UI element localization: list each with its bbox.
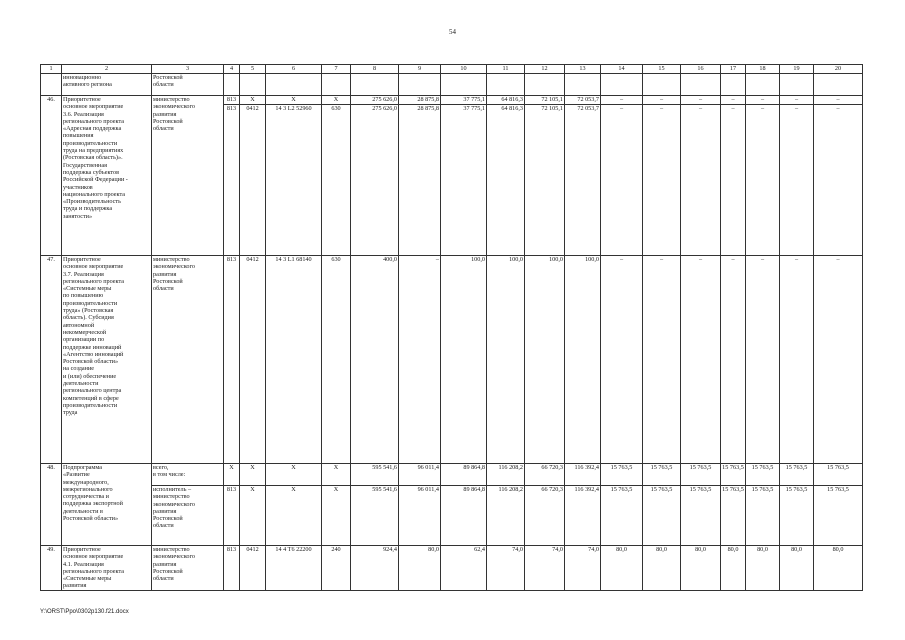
value-cell	[780, 74, 814, 96]
value-cell: –	[814, 256, 863, 464]
value-cell: –	[746, 256, 780, 464]
table-row	[41, 74, 863, 96]
value-cell: –	[601, 256, 643, 464]
executor-cell: исполнитель – министерство экономического развития Ростовской области	[152, 486, 224, 546]
value-cell: 0412	[240, 546, 266, 591]
budget-table	[40, 64, 863, 591]
column-number-cell: 20	[814, 65, 863, 74]
value-cell: 62,4	[441, 546, 487, 591]
value-cell: 924,4	[351, 546, 399, 591]
value-cell: 15 763,5	[643, 464, 681, 486]
value-cell: 89 864,8	[441, 486, 487, 546]
column-number-cell: 9	[399, 65, 441, 74]
value-cell: 116 392,4	[565, 486, 601, 546]
row-number-cell	[41, 74, 62, 96]
value-cell: 80,0	[643, 546, 681, 591]
value-cell: 116 208,2	[487, 464, 525, 486]
value-cell	[322, 74, 351, 96]
value-cell: 630	[322, 256, 351, 464]
row-number-cell: 48.	[41, 464, 62, 546]
value-cell: 80,0	[681, 546, 721, 591]
value-cell: 64 816,3	[487, 96, 525, 105]
value-cell: –	[721, 96, 746, 105]
value-cell: X	[266, 486, 322, 546]
column-number-cell: 18	[746, 65, 780, 74]
value-cell: 15 763,5	[681, 486, 721, 546]
value-cell: 0412	[240, 105, 266, 256]
value-cell: 96 011,4	[399, 464, 441, 486]
column-number-cell: 6	[266, 65, 322, 74]
value-cell: –	[399, 256, 441, 464]
value-cell	[643, 74, 681, 96]
value-cell: 28 875,8	[399, 96, 441, 105]
value-cell: X	[322, 96, 351, 105]
value-cell: 74,0	[565, 546, 601, 591]
value-cell: 80,0	[721, 546, 746, 591]
table-row	[41, 464, 863, 486]
value-cell: 28 875,8	[399, 105, 441, 256]
value-cell: 240	[322, 546, 351, 591]
value-cell: 15 763,5	[746, 486, 780, 546]
value-cell: X	[224, 464, 240, 486]
row-number-cell: 49.	[41, 546, 62, 591]
value-cell: 72 105,1	[525, 105, 565, 256]
value-cell	[721, 74, 746, 96]
value-cell: 89 864,8	[441, 464, 487, 486]
value-cell: 37 775,1	[441, 105, 487, 256]
value-cell: 595 541,6	[351, 464, 399, 486]
value-cell: 80,0	[601, 546, 643, 591]
value-cell: 64 816,3	[487, 105, 525, 256]
value-cell: X	[240, 96, 266, 105]
column-number-cell: 17	[721, 65, 746, 74]
value-cell: 96 011,4	[399, 486, 441, 546]
column-number-cell: 2	[62, 65, 152, 74]
value-cell: –	[601, 96, 643, 105]
value-cell: –	[643, 105, 681, 256]
column-number-cell: 5	[240, 65, 266, 74]
value-cell	[487, 74, 525, 96]
value-cell: 80,0	[746, 546, 780, 591]
value-cell: 15 763,5	[601, 486, 643, 546]
value-cell: 15 763,5	[814, 464, 863, 486]
measure-name-cell: Приоритетное основное мероприятие 3.6. Реализация регионального проекта «Адресная поддержка повышения производительности труда на предприятиях (Ростовская область)». Государственная поддержка субъектов Российской Федерации - участников национального проекта «Производительность труда и поддержка занятости»	[62, 96, 152, 256]
value-cell: –	[643, 96, 681, 105]
value-cell	[399, 74, 441, 96]
value-cell: –	[746, 105, 780, 256]
column-number-cell: 3	[152, 65, 224, 74]
column-number-cell: 16	[681, 65, 721, 74]
measure-name-cell: инновационно активного региона	[62, 74, 152, 96]
value-cell: 275 626,0	[351, 105, 399, 256]
row-number-cell: 47.	[41, 256, 62, 464]
value-cell: –	[780, 96, 814, 105]
value-cell: 813	[224, 256, 240, 464]
column-number-cell: 15	[643, 65, 681, 74]
value-cell: 100,0	[525, 256, 565, 464]
column-number-cell: 19	[780, 65, 814, 74]
measure-name-cell: Подпрограмма «Развитие международного, межрегионального сотрудничества и поддержка экспортной деятельности в Ростовской области»	[62, 464, 152, 546]
value-cell: 66 720,3	[525, 464, 565, 486]
value-cell: –	[681, 105, 721, 256]
value-cell: 400,0	[351, 256, 399, 464]
value-cell	[681, 74, 721, 96]
value-cell: X	[266, 96, 322, 105]
value-cell: 275 626,0	[351, 96, 399, 105]
value-cell	[224, 74, 240, 96]
value-cell	[565, 74, 601, 96]
column-number-cell: 11	[487, 65, 525, 74]
value-cell: X	[240, 464, 266, 486]
value-cell: X	[266, 464, 322, 486]
value-cell: 813	[224, 96, 240, 105]
value-cell: –	[780, 105, 814, 256]
table-row	[41, 546, 863, 591]
value-cell: 74,0	[487, 546, 525, 591]
value-cell: 14 3 L2 52960	[266, 105, 322, 256]
row-number-cell: 46.	[41, 96, 62, 256]
executor-cell: всего, в том числе:	[152, 464, 224, 486]
value-cell: –	[780, 256, 814, 464]
value-cell: 15 763,5	[721, 486, 746, 546]
value-cell: X	[322, 464, 351, 486]
value-cell: 0412	[240, 256, 266, 464]
value-cell: 15 763,5	[814, 486, 863, 546]
column-number-cell: 8	[351, 65, 399, 74]
column-number-cell: 13	[565, 65, 601, 74]
value-cell: 116 208,2	[487, 486, 525, 546]
value-cell: –	[814, 96, 863, 105]
value-cell	[525, 74, 565, 96]
column-number-cell: 4	[224, 65, 240, 74]
value-cell: 813	[224, 486, 240, 546]
measure-name-cell: Приоритетное основное мероприятие 3.7. Реализация регионального проекта «Системные меры по повышению производительности труда» (Ростовская область). Субсидия автономной некоммерческой организации по поддержке инноваций «Агентство инноваций Ростовской области» на создание и (или) обеспечение деятельности регионального центра компетенций в сфере производительности труда	[62, 256, 152, 464]
executor-cell: Ростовской области	[152, 74, 224, 96]
value-cell: 630	[322, 105, 351, 256]
value-cell: 15 763,5	[780, 486, 814, 546]
value-cell: 15 763,5	[780, 464, 814, 486]
value-cell: 72 053,7	[565, 105, 601, 256]
value-cell: 15 763,5	[601, 464, 643, 486]
value-cell	[814, 74, 863, 96]
value-cell: 66 720,3	[525, 486, 565, 546]
file-path-footer: Y:\ORST\Ppo\0302p130.f21.docx	[40, 609, 129, 615]
value-cell: 15 763,5	[643, 486, 681, 546]
value-cell	[240, 74, 266, 96]
value-cell	[266, 74, 322, 96]
value-cell: 37 775,1	[441, 96, 487, 105]
column-number-cell: 12	[525, 65, 565, 74]
measure-name-cell: Приоритетное основное мероприятие 4.1. Реализация регионального проекта «Системные меры развития	[62, 546, 152, 591]
value-cell: 15 763,5	[681, 464, 721, 486]
column-number-header-row	[41, 65, 863, 74]
value-cell: –	[681, 96, 721, 105]
value-cell: 100,0	[565, 256, 601, 464]
value-cell: 80,0	[780, 546, 814, 591]
value-cell: 14 4 T6 22200	[266, 546, 322, 591]
value-cell: 15 763,5	[721, 464, 746, 486]
value-cell	[351, 74, 399, 96]
value-cell: 100,0	[441, 256, 487, 464]
value-cell	[441, 74, 487, 96]
page-number: 54	[449, 28, 456, 36]
table-row	[41, 486, 863, 546]
value-cell: 72 105,1	[525, 96, 565, 105]
executor-cell: министерство экономического развития Ростовской области	[152, 546, 224, 591]
value-cell	[601, 74, 643, 96]
value-cell: –	[643, 256, 681, 464]
value-cell: 74,0	[525, 546, 565, 591]
value-cell: –	[721, 105, 746, 256]
value-cell: 80,0	[399, 546, 441, 591]
value-cell: 72 053,7	[565, 96, 601, 105]
table-row	[41, 96, 863, 105]
value-cell: X	[240, 486, 266, 546]
column-number-cell: 14	[601, 65, 643, 74]
value-cell: 14 3 L1 68140	[266, 256, 322, 464]
column-number-cell: 10	[441, 65, 487, 74]
value-cell: 116 392,4	[565, 464, 601, 486]
value-cell	[746, 74, 780, 96]
table-row	[41, 256, 863, 464]
executor-cell: министерство экономического развития Ростовской области	[152, 96, 224, 256]
value-cell: –	[721, 256, 746, 464]
column-number-cell: 1	[41, 65, 62, 74]
value-cell: 100,0	[487, 256, 525, 464]
value-cell: 813	[224, 105, 240, 256]
value-cell: –	[681, 256, 721, 464]
value-cell: –	[601, 105, 643, 256]
value-cell: –	[746, 96, 780, 105]
value-cell: 80,0	[814, 546, 863, 591]
value-cell: –	[814, 105, 863, 256]
value-cell: X	[322, 486, 351, 546]
column-number-cell: 7	[322, 65, 351, 74]
value-cell: 813	[224, 546, 240, 591]
value-cell: 15 763,5	[746, 464, 780, 486]
executor-cell: министерство экономического развития Ростовской области	[152, 256, 224, 464]
value-cell: 595 541,6	[351, 486, 399, 546]
